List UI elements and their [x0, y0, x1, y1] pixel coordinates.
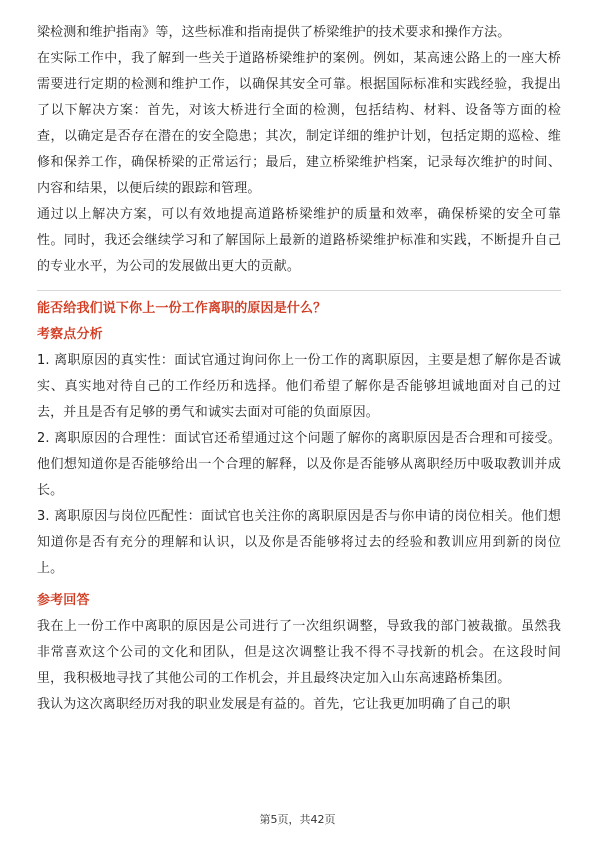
answer-paragraph-1: 我在上一份工作中离职的原因是公司进行了一次组织调整，导致我的部门被裁撤。虽然我非常喜欢这个公司的文化和团队，但是这次调整让我不得不寻找新的机会。在这段时间里，我积极地寻找了其他公司的工作机会，并且最终决定加入山东高速路桥集团。 [37, 619, 561, 686]
intro-paragraph-2: 在实际工作中，我了解到一些关于道路桥梁维护的案例。例如，某高速公路上的一座大桥需要进行定期的检测和维护工作，以确保其安全可靠。根据国际标准和实践经验，我提出了以下解决方案：首先，对该大桥进行全面的检测，包括结构、材料、设备等方面的检查，以确定是否存在潜在的安全隐患；其次，制定详细的维护计划，包括定期的巡检、维修和保养工作，确保桥梁的正常运行；最后，建立桥梁维护档案，记录每次维护的时间、内容和结果，以便后续的跟踪和管理。 [37, 51, 561, 196]
intro-paragraph-1: 梁检测和维护指南》等，这些标准和指南提供了桥梁维护的技术要求和操作方法。 [37, 25, 511, 40]
page-content [37, 20, 561, 718]
analysis-item-3: 3. 离职原因与岗位匹配性：面试官也关注你的离职原因是否与你申请的岗位相关。他们想知道你是否有充分的理解和认识，以及你是否能够将过去的经验和教训应用到新的岗位上。 [37, 509, 561, 576]
analysis-title: 考察点分析 [37, 327, 103, 342]
analysis-item-2: 2. 离职原因的合理性：面试官还希望通过这个问题了解你的离职原因是否合理和可接受。他们想知道你是否能够给出一个合理的解释，以及你是否能够从离职经历中吸取教训并成长。 [37, 431, 561, 498]
section-divider [37, 290, 561, 291]
answer-paragraph-2: 我认为这次离职经历对我的职业发展是有益的。首先，它让我更加明确了自己的职 [37, 697, 511, 712]
page-number-footer: 第5页，共42页 [259, 813, 336, 826]
answer-title: 参考回答 [37, 593, 90, 608]
intro-paragraph-3: 通过以上解决方案，可以有效地提高道路桥梁维护的质量和效率，确保桥梁的安全可靠性。同时，我还会继续学习和了解国际上最新的道路桥梁维护标准和实践，不断提升自己的专业水平，为公司的发展做出更大的贡献。 [37, 207, 561, 274]
analysis-item-1: 1. 离职原因的真实性：面试官通过询问你上一份工作的离职原因，主要是想了解你是否诚实、真实地对待自己的工作经历和选择。他们希望了解你是否能够坦诚地面对自己的过去，并且是否有足够的勇气和诚实去面对可能的负面原因。 [37, 353, 561, 420]
question-heading: 能否给我们说下你上一份工作离职的原因是什么？ [37, 301, 327, 316]
